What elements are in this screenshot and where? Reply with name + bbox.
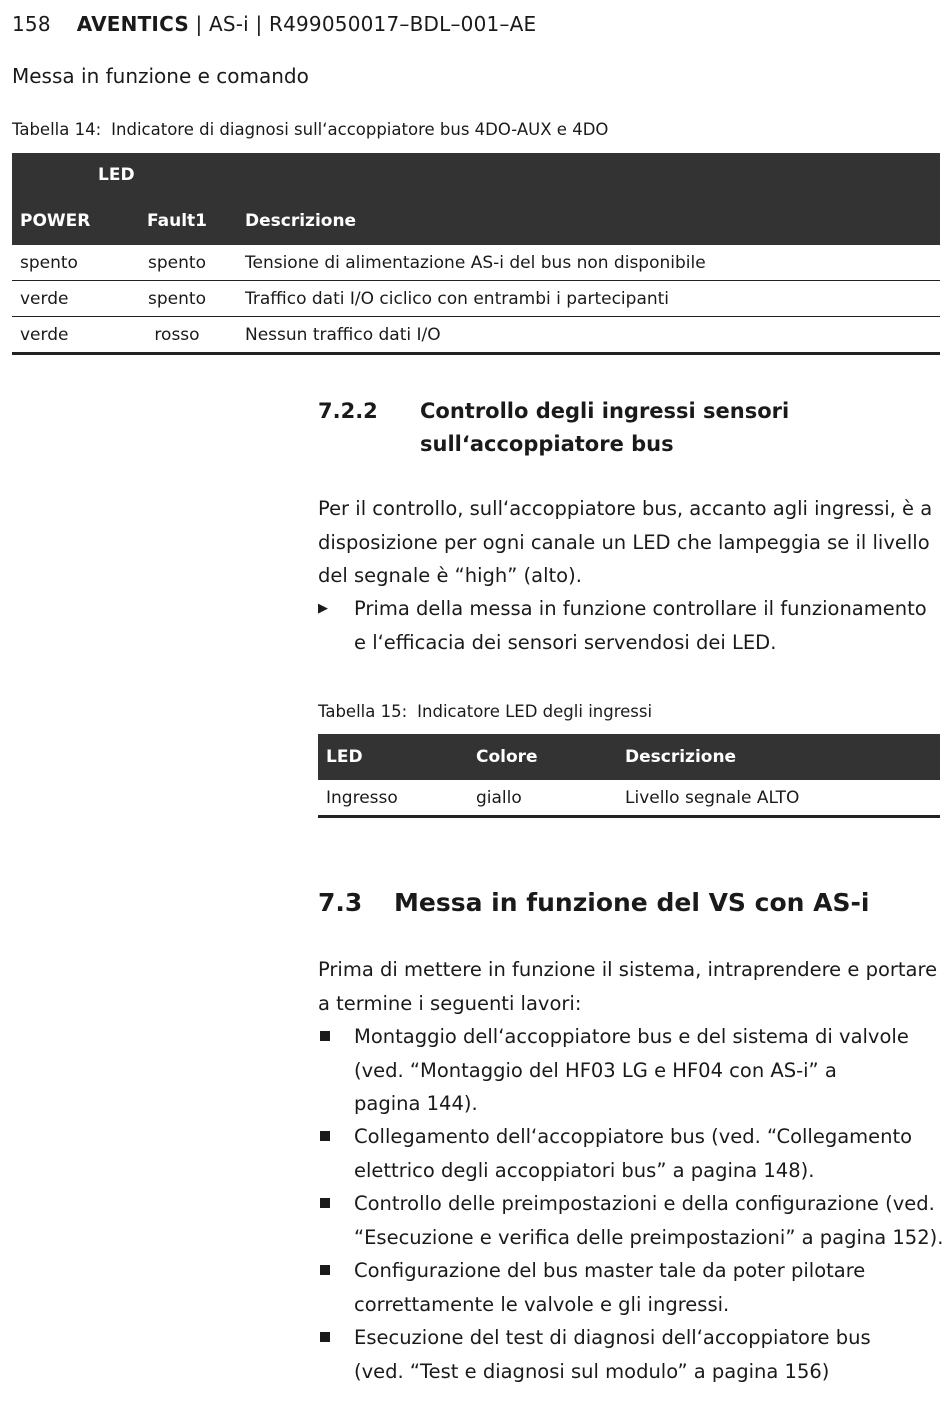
section-title <box>420 395 840 461</box>
table14-caption-label: Tabella 14: <box>12 120 102 139</box>
list-item-line: Esecuzione del test di diagnosi dell‘accoppiatore bus <box>354 1326 871 1349</box>
action-line: Prima della messa in funzione controllare il funzionamento <box>354 597 927 620</box>
table14-caption <box>12 120 608 139</box>
list-item-line: Configurazione del bus master tale da poter pilotare <box>354 1259 866 1282</box>
list-item-line: Controllo delle preimpostazioni e della configurazione (ved. <box>354 1192 935 1215</box>
input-led-table <box>318 734 940 818</box>
power-cell: verde <box>12 317 117 354</box>
description-cell: Tensione di alimentazione AS-i del bus non disponibile <box>237 245 940 281</box>
section-title: Messa in funzione del VS con AS-i <box>394 888 870 917</box>
table15-caption <box>318 702 652 721</box>
column-header-color: Colore <box>476 747 538 767</box>
page-number: 158 <box>12 12 51 36</box>
led-group-header: LED <box>98 165 135 185</box>
column-header-description: Descrizione <box>625 747 737 767</box>
paragraph-line: a termine i seguenti lavori: <box>318 991 582 1015</box>
table-row <box>318 780 940 817</box>
square-bullet-icon <box>320 1198 330 1208</box>
list-item-line: Montaggio dell‘accoppiatore bus e del sistema di valvole <box>354 1025 909 1048</box>
power-cell: verde <box>12 281 117 317</box>
list-item-line: correttamente le valvole e gli ingressi. <box>354 1292 730 1316</box>
table-row <box>12 245 940 281</box>
square-bullet-icon <box>320 1332 330 1342</box>
chapter-title: Messa in funzione e comando <box>12 64 309 88</box>
paragraph-line: Prima di mettere in funzione il sistema, intraprendere e portare <box>318 958 938 981</box>
section-title-line: Controllo degli ingressi sensori <box>420 399 790 423</box>
table-row <box>12 281 940 317</box>
diagnosis-table <box>12 153 940 355</box>
paragraph-line: Per il controllo, sull‘accoppiatore bus, accanto agli ingressi, è a <box>318 497 933 520</box>
fault1-cell: spento <box>117 281 237 317</box>
table-row <box>12 317 940 354</box>
list-item-line: (ved. “Montaggio del HF03 LG e HF04 con AS-i” a <box>354 1058 837 1082</box>
section-title-line: sull‘accoppiatore bus <box>420 432 674 456</box>
list-item-line: pagina 144). <box>354 1092 478 1115</box>
table14-caption-text: Indicatore di diagnosi sull‘accoppiatore bus 4DO-AUX e 4DO <box>111 120 609 139</box>
brand-name: AVENTICS <box>76 12 189 36</box>
table15-caption-text: Indicatore LED degli ingressi <box>417 702 653 721</box>
section-722-paragraph <box>318 492 942 593</box>
section-number: 7.2.2 <box>318 399 378 423</box>
list-item-line: “Esecuzione e verifica delle preimpostazioni” a pagina 152). <box>354 1225 944 1249</box>
led-cell: Ingresso <box>318 780 468 817</box>
document-reference: | AS-i | R499050017–BDL–001–AE <box>188 12 537 36</box>
page-header <box>12 12 536 36</box>
section-73-intro <box>318 953 942 1020</box>
fault1-cell: spento <box>117 245 237 281</box>
list-item-line: Collegamento dell‘accoppiatore bus (ved. “Collegamento <box>354 1125 913 1148</box>
column-header-led: LED <box>326 747 363 767</box>
action-line: e l‘efficacia dei sensori servendosi dei LED. <box>354 630 777 654</box>
square-bullet-icon <box>320 1131 330 1141</box>
section-number: 7.3 <box>318 888 363 917</box>
table15-caption-label: Tabella 15: <box>318 702 408 721</box>
column-header-fault1: Fault1 <box>147 211 207 231</box>
description-cell: Nessun traffico dati I/O <box>237 317 940 354</box>
description-cell: Livello segnale ALTO <box>617 780 940 817</box>
list-item-line: elettrico degli accoppiatori bus” a pagina 148). <box>354 1158 815 1182</box>
paragraph-line: disposizione per ogni canale un LED che lampeggia se il livello <box>318 530 930 554</box>
column-header-description: Descrizione <box>245 211 357 231</box>
triangle-bullet-icon: ▶ <box>318 601 328 616</box>
action-text <box>354 592 944 659</box>
list-item-line: (ved. “Test e diagnosi sul modulo” a pagina 156) <box>354 1359 830 1383</box>
square-bullet-icon <box>320 1265 330 1275</box>
column-header-power: POWER <box>20 211 91 231</box>
power-cell: spento <box>12 245 117 281</box>
paragraph-line: del segnale è “high” (alto). <box>318 564 582 587</box>
fault1-cell: rosso <box>117 317 237 354</box>
square-bullet-icon <box>320 1031 330 1041</box>
section-73-heading <box>318 888 869 917</box>
description-cell: Traffico dati I/O ciclico con entrambi i partecipanti <box>237 281 940 317</box>
color-cell: giallo <box>468 780 617 817</box>
